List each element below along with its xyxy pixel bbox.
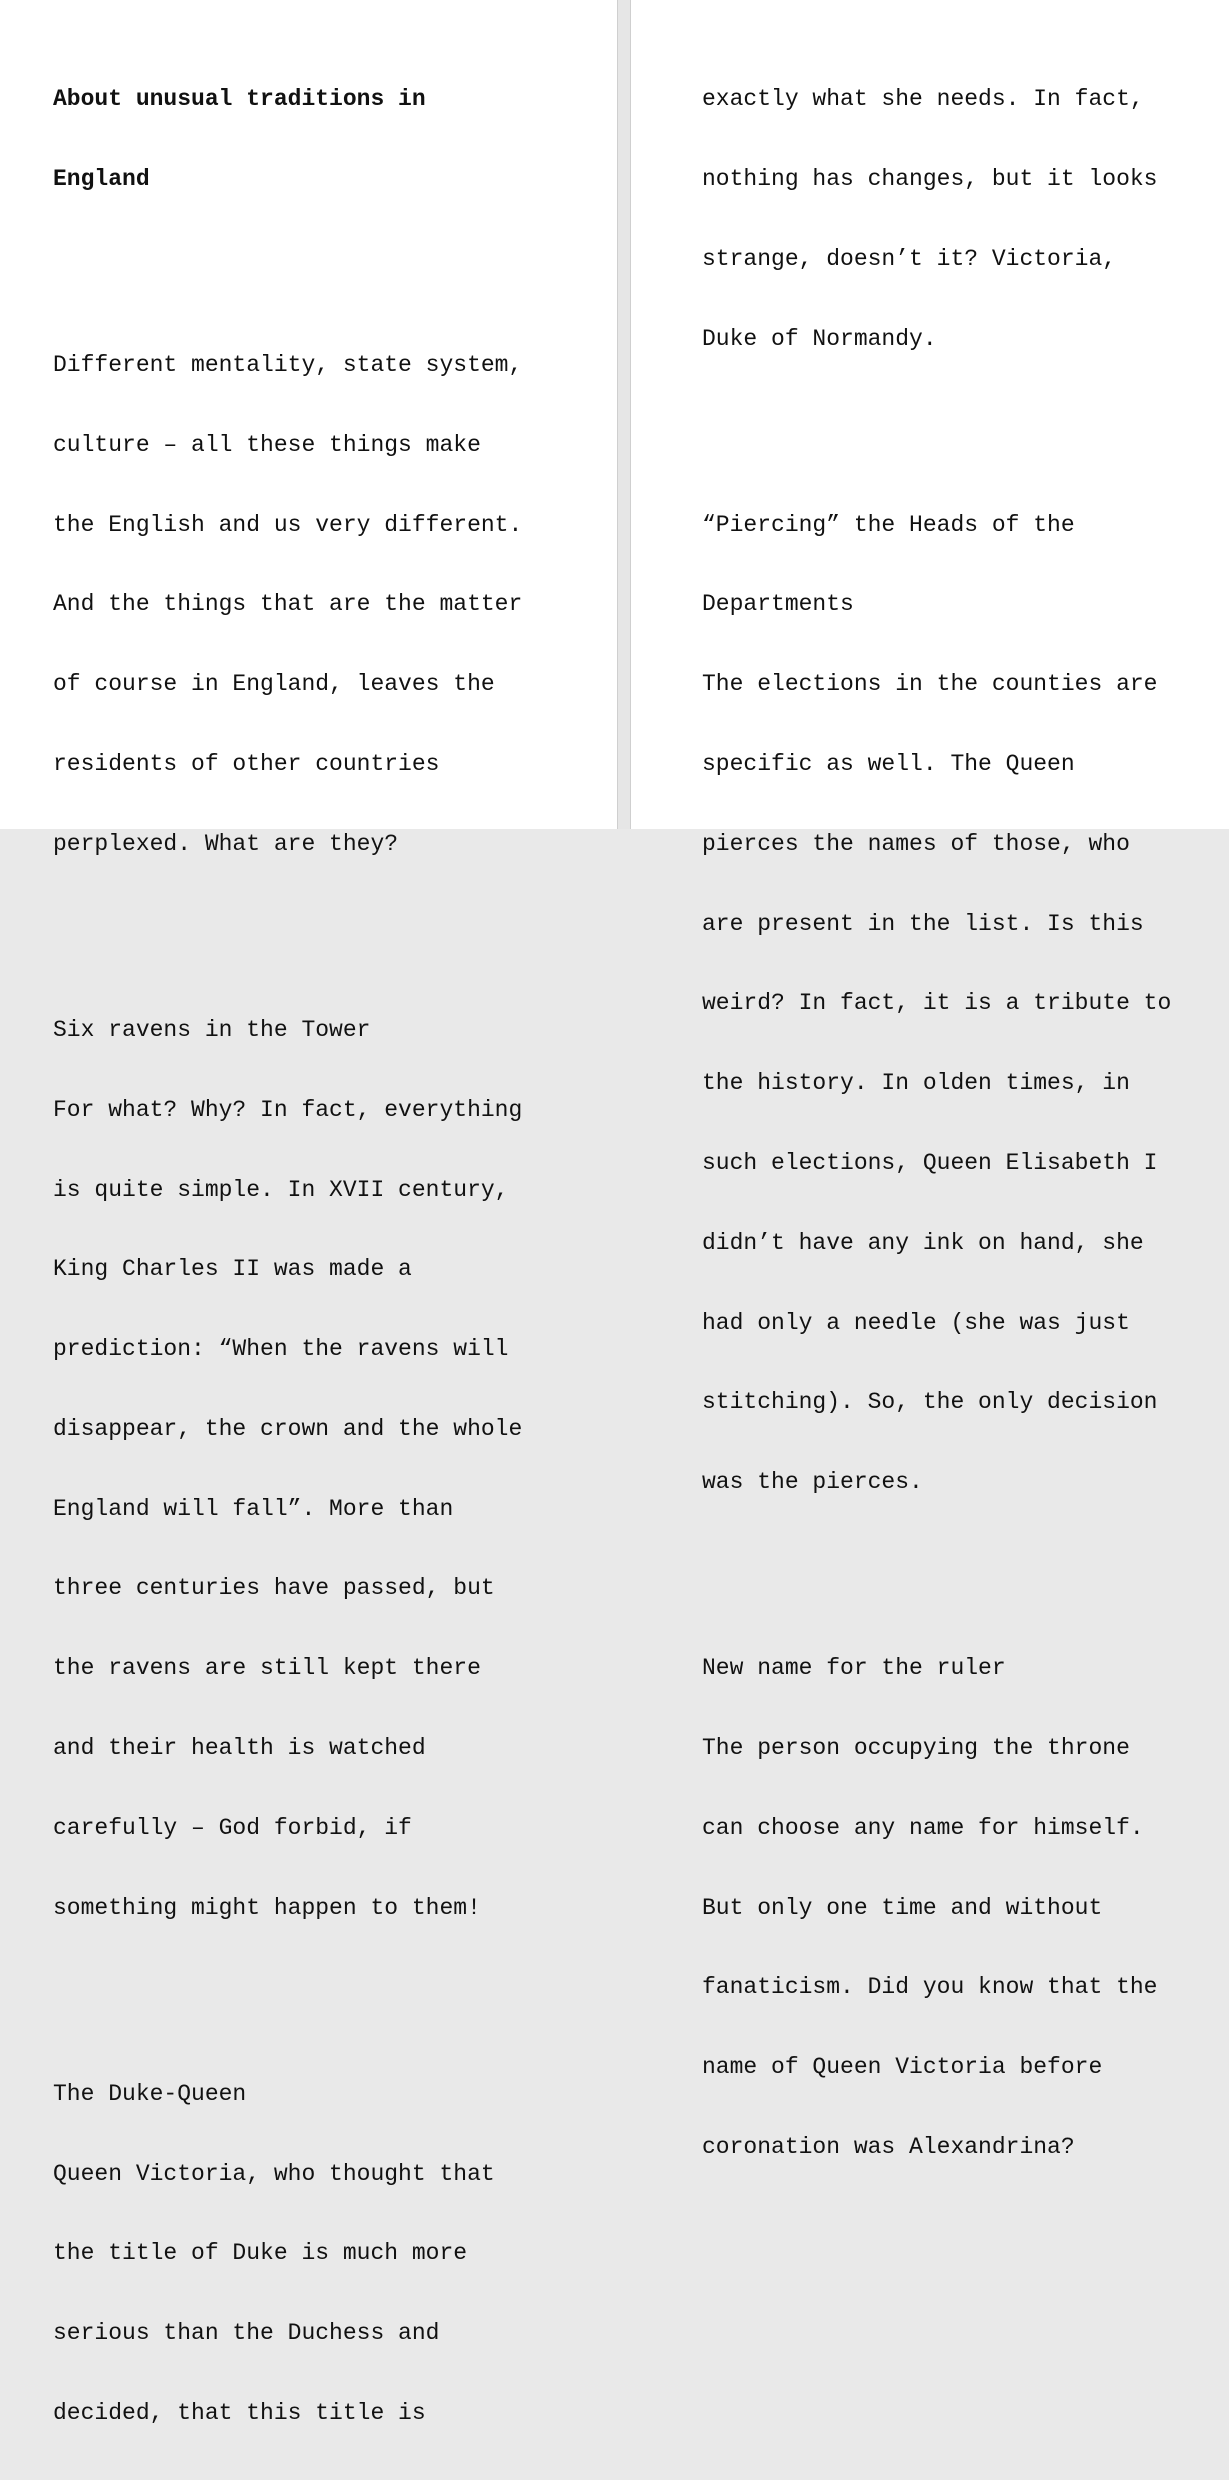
right-page-text	[702, 33, 1171, 2214]
section-piercing-line: stitching). So, the only decision	[702, 1389, 1158, 1416]
section-piercing-line: had only a needle (she was just	[702, 1309, 1130, 1336]
blank-line	[53, 246, 522, 273]
section-duke-queen-line: strange, doesn’t it? Victoria,	[702, 245, 1117, 272]
section-duke-queen-line: nothing has changes, but it looks	[702, 165, 1158, 192]
section-piercing-line: such elections, Queen Elisabeth I	[702, 1149, 1158, 1176]
intro-line: Different mentality, state system,	[53, 352, 523, 379]
section-ravens-line: King Charles II was made a	[53, 1256, 412, 1283]
section-ravens-line: three centuries have passed, but	[53, 1575, 495, 1602]
intro-line: residents of other countries	[53, 751, 440, 778]
blank-line	[702, 1549, 1171, 1576]
section-duke-queen-line: Queen Victoria, who thought that	[53, 2160, 495, 2187]
section-piercing-line: pierces the names of those, who	[702, 830, 1130, 857]
section-duke-queen-line: decided, that this title is	[53, 2399, 426, 2426]
section-new-name-line: But only one time and without	[702, 1894, 1103, 1921]
left-page-text	[53, 33, 522, 2480]
section-ravens-line: is quite simple. In XVII century,	[53, 1176, 509, 1203]
document-title-line-1: About unusual traditions in	[53, 86, 426, 113]
section-new-name-line: The person occupying the throne	[702, 1735, 1130, 1761]
document-title-line-2: England	[53, 165, 150, 192]
section-new-name-line: coronation was Alexandrina?	[702, 2133, 1075, 2160]
section-piercing-line: was the pierces.	[702, 1469, 923, 1496]
page-gutter	[617, 0, 631, 829]
section-duke-queen-line: exactly what she needs. In fact,	[702, 86, 1144, 113]
section-duke-queen-line: serious than the Duchess and	[53, 2320, 440, 2347]
section-duke-queen-line: the title of Duke is much more	[53, 2240, 468, 2267]
section-ravens-line: England will fall”. More than	[53, 1495, 454, 1522]
blank-line	[702, 405, 1171, 432]
section-piercing-line: weird? In fact, it is a tribute to	[702, 990, 1172, 1017]
section-piercing-line: are present in the list. Is this	[702, 910, 1144, 937]
section-heading-ravens: Six ravens in the Tower	[53, 1016, 371, 1043]
intro-line: culture – all these things make	[53, 431, 481, 458]
section-heading-new-name: New name for the ruler	[702, 1655, 1006, 1682]
section-new-name-line: fanaticism. Did you know that the	[702, 1974, 1158, 2001]
intro-line: perplexed. What are they?	[53, 830, 399, 857]
section-heading-duke-queen: The Duke-Queen	[53, 2080, 247, 2107]
section-piercing-line: The elections in the counties are	[702, 671, 1158, 698]
right-page	[631, 0, 1229, 2160]
section-piercing-line: didn’t have any ink on hand, she	[702, 1229, 1144, 1256]
section-heading-piercing: “Piercing” the Heads of the	[702, 511, 1075, 538]
section-ravens-line: and their health is watched	[53, 1735, 426, 1761]
intro-line: of course in England, leaves the	[53, 671, 495, 698]
section-piercing-line: specific as well. The Queen	[702, 751, 1075, 778]
section-ravens-line: the ravens are still kept there	[53, 1655, 481, 1682]
left-page	[0, 0, 617, 2426]
section-ravens-line: something might happen to them!	[53, 1894, 481, 1921]
section-ravens-line: prediction: “When the ravens will	[53, 1336, 509, 1363]
section-new-name-line: name of Queen Victoria before	[702, 2054, 1103, 2081]
section-new-name-line: can choose any name for himself.	[702, 1814, 1144, 1841]
intro-line: the English and us very different.	[53, 511, 523, 538]
blank-line	[53, 1974, 522, 2001]
section-piercing-line: the history. In olden times, in	[702, 1070, 1130, 1097]
section-ravens-line: disappear, the crown and the whole	[53, 1415, 523, 1442]
blank-line	[53, 911, 522, 938]
intro-line: And the things that are the matter	[53, 591, 523, 618]
section-duke-queen-line: Duke of Normandy.	[702, 325, 937, 352]
section-ravens-line: carefully – God forbid, if	[53, 1814, 412, 1841]
section-ravens-line: For what? Why? In fact, everything	[53, 1096, 523, 1123]
section-heading-piercing: Departments	[702, 591, 854, 618]
